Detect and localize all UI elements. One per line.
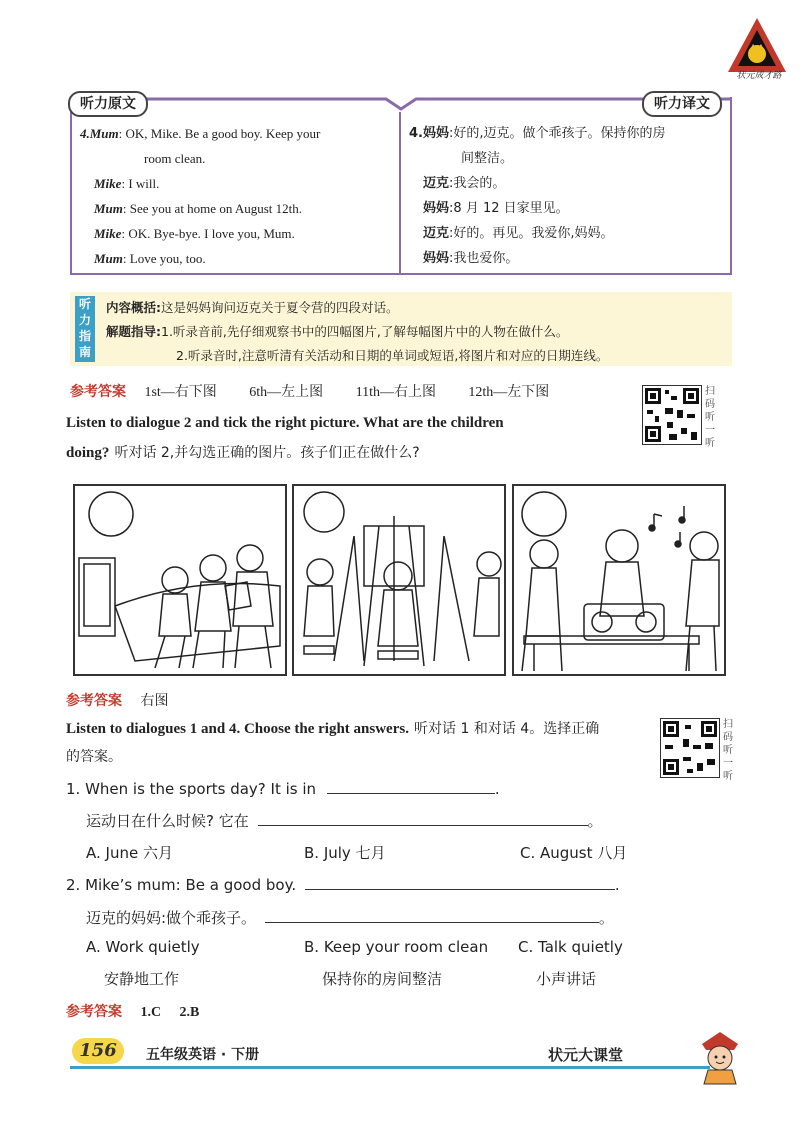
cn-text: 我也爱你。	[453, 251, 519, 266]
summary-text: 这是妈妈询问迈克关于夏令营的四段对话。	[161, 300, 399, 315]
q1-cn-blank[interactable]	[258, 811, 588, 826]
cn-text: 间整洁。	[461, 151, 514, 166]
q2-option-a-cn: 安静地工作	[104, 970, 180, 988]
q1-text: 1. When is the sports day? It is in	[66, 780, 317, 798]
en-line: Mike: OK. Bye-bye. I love you, Mum.	[94, 226, 295, 241]
q1-english: 1. When is the sports day? It is in .	[66, 780, 500, 798]
transcript-tab-original: 听力原文	[68, 91, 148, 117]
transcript-english	[80, 121, 396, 271]
en-text: OK, Mike. Be a good boy. Keep your	[125, 126, 321, 141]
guide-summary	[106, 298, 399, 316]
en-text: I will.	[128, 176, 160, 191]
en-line: Mike: I will.	[94, 176, 160, 191]
qr-code-icon[interactable]	[660, 718, 720, 778]
cn-line: 妈妈:8 月 12 日家里见。	[423, 201, 569, 216]
q2-cn-text: 迈克的妈妈:做个乖孩子。	[86, 909, 257, 927]
en-speaker: Mike	[94, 226, 122, 241]
cn-line: 4.妈妈:好的,迈克。做个乖孩子。保持你的房	[409, 126, 666, 141]
q2-chinese: 迈克的妈妈:做个乖孩子。 。	[86, 909, 614, 927]
section2-cn: 听对话 2,并勾选正确的图片。孩子们正在做什么?	[114, 445, 420, 461]
tip1-text: 1.听录音前,先仔细观察书中的四幅图片,了解每幅图片中的人物在做什么。	[161, 324, 569, 339]
q1-option-c[interactable]: C. August 八月	[520, 844, 628, 862]
en-text: room clean.	[144, 151, 206, 166]
picture-painting[interactable]	[292, 484, 506, 676]
qr-code-icon[interactable]	[642, 385, 702, 445]
picture-singing-dancing[interactable]	[512, 484, 726, 676]
en-text: See you at home on August 12th.	[129, 201, 303, 216]
answer-label: 参考答案	[70, 384, 126, 400]
section3-instruction-2: 的答案。	[66, 749, 122, 765]
en-line: Mum: Love you, too.	[94, 251, 206, 266]
cn-speaker: 妈妈	[423, 201, 450, 216]
qr-caption: 扫码听一听	[705, 386, 715, 449]
footer-divider	[70, 1066, 710, 1069]
section2-instruction: Listen to dialogue 2 and tick the right picture. What are the children	[66, 415, 504, 431]
answer-value: 1.C	[140, 1005, 162, 1020]
summary-label: 内容概括:	[106, 300, 161, 315]
answer-item: 12th—左下图	[468, 385, 550, 400]
page-number: 156	[72, 1038, 124, 1064]
en-text: Love you, too.	[129, 251, 206, 266]
en-speaker: Mike	[94, 176, 122, 191]
section2-instruction-2	[66, 442, 420, 462]
q1-option-b[interactable]: B. July 七月	[304, 844, 386, 862]
en-line: Mum: See you at home on August 12th.	[94, 201, 303, 216]
section3-instruction	[66, 718, 599, 738]
section3-cn: 听对话 1 和对话 4。选择正确	[414, 721, 600, 737]
q2-option-a[interactable]: A. Work quietly	[86, 938, 200, 956]
q2-english: 2. Mike’s mum: Be a good boy. .	[66, 876, 620, 894]
logo-text: 状元成才路	[736, 71, 782, 81]
en-line: 4.Mum: OK, Mike. Be a good boy. Keep your	[80, 126, 321, 141]
q2-option-b[interactable]: B. Keep your room clean	[304, 938, 489, 956]
q2-option-c[interactable]: C. Talk quietly	[518, 938, 623, 956]
cn-text: 8 月 12 日家里见。	[453, 201, 569, 216]
q1-option-a[interactable]: A. June 六月	[86, 844, 173, 862]
q1-answer-blank[interactable]	[327, 779, 495, 794]
book-title: 五年级英语 · 下册	[146, 1047, 260, 1063]
answer-row-3	[66, 1001, 199, 1021]
cn-text: 好的,迈克。做个乖孩子。保持你的房	[453, 126, 666, 141]
q2-text: 2. Mike’s mum: Be a good boy.	[66, 876, 297, 894]
cn-line: 迈克:好的。再见。我爱你,妈妈。	[423, 226, 614, 241]
cn-speaker: 4.妈妈	[409, 126, 449, 141]
en-speaker: Mum	[94, 201, 123, 216]
answer-value: 右图	[140, 693, 169, 709]
q2-cn-blank[interactable]	[265, 908, 599, 923]
tip-label: 解题指导:	[106, 324, 161, 339]
cn-text: 我会的。	[453, 176, 506, 191]
transcript-tab-translation: 听力译文	[642, 91, 722, 117]
listening-guide-label: 听力指南	[75, 296, 95, 362]
cn-line: 妈妈:我也爱你。	[423, 251, 519, 266]
en-speaker: Mum	[94, 251, 123, 266]
section2-en: doing?	[66, 445, 110, 461]
en-text: OK. Bye-bye. I love you, Mum.	[128, 226, 295, 241]
guide-tip2: 2.听录音时,注意听清有关活动和日期的单词或短语,将图片和对应的日期连线。	[176, 348, 609, 363]
answer-row-1	[70, 381, 549, 401]
cn-line	[409, 146, 725, 171]
answer-label: 参考答案	[66, 1004, 122, 1020]
cn-line: 迈克:我会的。	[423, 176, 506, 191]
cn-speaker: 妈妈	[423, 251, 450, 266]
cn-speaker: 迈克	[423, 226, 450, 241]
guide-tip1	[106, 322, 568, 340]
q2-answer-blank[interactable]	[305, 875, 615, 890]
mascot-icon	[694, 1030, 746, 1086]
q2-option-b-cn: 保持你的房间整洁	[322, 970, 443, 988]
en-speaker: 4.Mum	[80, 126, 119, 141]
answer-item: 1st—右下图	[144, 385, 217, 400]
q2-option-c-cn: 小声讲话	[536, 970, 597, 988]
en-line	[80, 146, 396, 171]
answer-row-2	[66, 690, 168, 710]
answer-value: 2.B	[179, 1005, 200, 1020]
cn-speaker: 迈克	[423, 176, 450, 191]
answer-label: 参考答案	[66, 693, 122, 709]
answer-item: 6th—左上图	[249, 385, 324, 400]
picture-watching-tv[interactable]	[73, 484, 287, 676]
cn-text: 好的。再见。我爱你,妈妈。	[453, 226, 614, 241]
transcript-chinese	[409, 121, 725, 271]
brand-name: 状元大课堂	[548, 1046, 624, 1064]
q1-cn-text: 运动日在什么时候? 它在	[86, 812, 249, 830]
transcript-divider	[399, 112, 401, 273]
q1-chinese: 运动日在什么时候? 它在 。	[86, 812, 603, 830]
section3-en: Listen to dialogues 1 and 4. Choose the right answers.	[66, 721, 409, 737]
answer-item: 11th—右上图	[355, 385, 436, 400]
qr-caption: 扫码听一听	[723, 719, 733, 782]
